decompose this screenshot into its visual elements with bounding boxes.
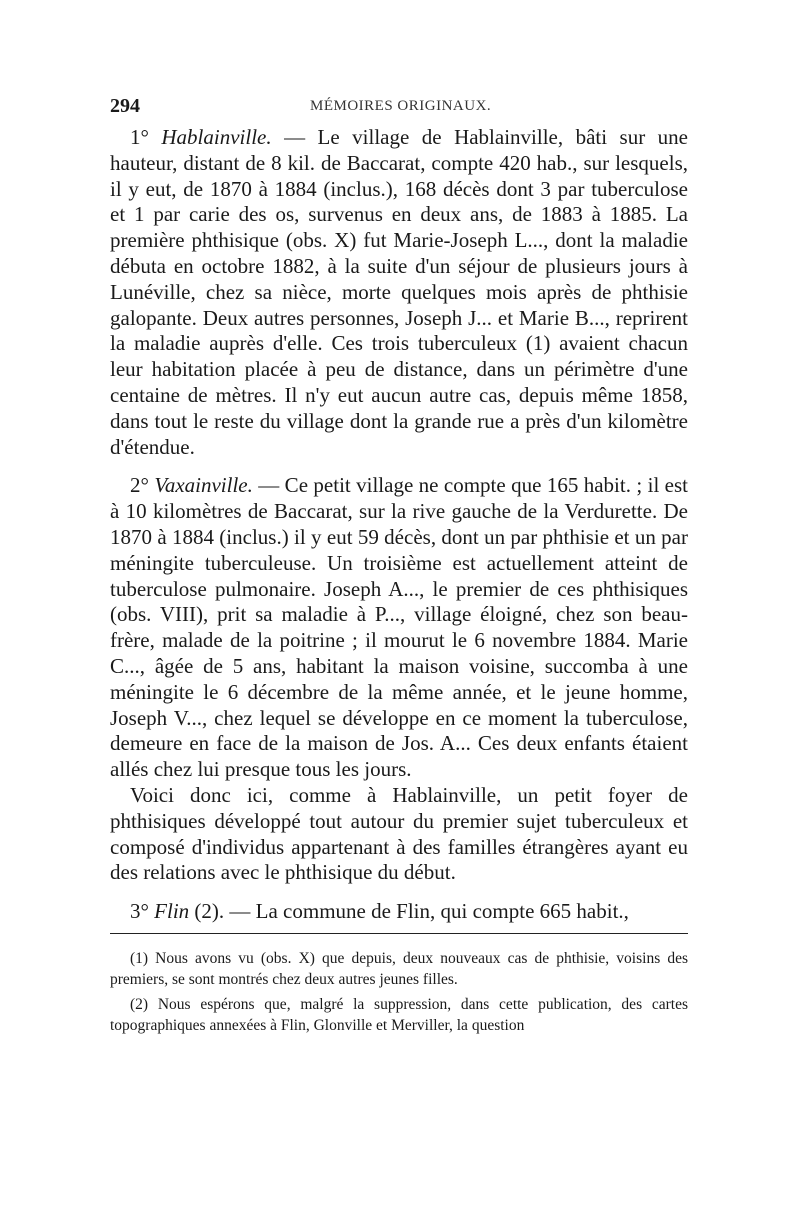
book-page [110, 95, 688, 1036]
footnotes [110, 948, 688, 1036]
paragraph-flin [110, 899, 688, 925]
section-marker: 3° [130, 899, 149, 924]
body-text [110, 125, 688, 925]
place-name: Flin [154, 899, 190, 924]
paragraph-text: Voici donc ici, comme à Hablainville, un petit foyer de phthisiques développé tout autour du premier sujet tuberculeux et composé d'individus appartenant à des familles étrangères ayant eu des relations avec le phthisique du début. [110, 782, 688, 885]
paragraph-hablainville [110, 125, 688, 460]
paragraph-summary [110, 783, 688, 886]
page-header [110, 95, 688, 125]
paragraph-text: (2). — La commune de Flin, qui compte 665 habit., [194, 899, 629, 924]
footnote-divider [110, 933, 688, 936]
page-number: 294 [110, 95, 140, 117]
paragraph-text: — Le village de Hablainville, bâti sur une hauteur, distant de 8 kil. de Baccarat, compte 420 hab., sur lesquels, il y eut, de 1870 à 1884 (inclus.), 168 décès dont 3 par tuberculose et 1 par carie des os, survenus en deux ans, de 1883 à 1885. La première phthisique (obs. X) fut Marie-Joseph L..., dont la maladie débuta en octobre 1882, à la suite d'un séjour de plusieurs jours à Lunéville, chez sa nièce, morte quelques mois après de phthisie galopante. Deux autres personnes, Joseph J... et Marie B..., reprirent la maladie auprès d'elle. Ces trois tuberculeux (1) avaient chacun leur habitation placée à peu de distance, dans un périmètre d'une centaine de mètres. Il n'y eut aucun autre cas, depuis même 1858, dans tout le reste du village dont la grande rue a près d'un kilomètre d'étendue. [110, 125, 688, 459]
section-marker: 1° [130, 125, 149, 149]
paragraph-vaxainville [110, 473, 688, 783]
place-name: Hablainville. [161, 125, 272, 149]
running-head: MÉMOIRES ORIGINAUX. [310, 98, 492, 114]
place-name: Vaxainville. [154, 473, 253, 498]
paragraph-text: — Ce petit village ne compte que 165 habit. ; il est à 10 kilomètres de Baccarat, sur la rive gauche de la Verdurette. De 1870 à 1884 (inclus.) il y eut 59 décès, dont un par phthisie et un par méningite tuberculeuse. Un troisième est actuellement atteint de tuberculose pulmonaire. Joseph A..., le premier de ces phthisiques (obs. VIII), prit sa maladie à P..., village éloigné, chez son beau-frère, malade de la poitrine ; il mourut le 6 novembre 1884. Marie C..., âgée de 5 ans, habitant la maison voisine, succomba à une méningite le 6 décembre de la même année, et le jeune homme, Joseph V..., chez lequel se développe en ce moment la tuberculose, demeure en face de la maison de Jos. A... Ces deux enfants étaient allés chez lui presque tous les jours. [110, 473, 689, 782]
footnote-2: (2) Nous espérons que, malgré la suppression, dans cette publication, des cartes topographiques annexées à Flin, Glonville et Merviller, la question [110, 995, 688, 1034]
footnote-1: (1) Nous avons vu (obs. X) que depuis, deux nouveaux cas de phthisie, voisins des premiers, se sont montrés chez deux autres jeunes filles. [110, 949, 688, 988]
section-marker: 2° [130, 473, 149, 498]
